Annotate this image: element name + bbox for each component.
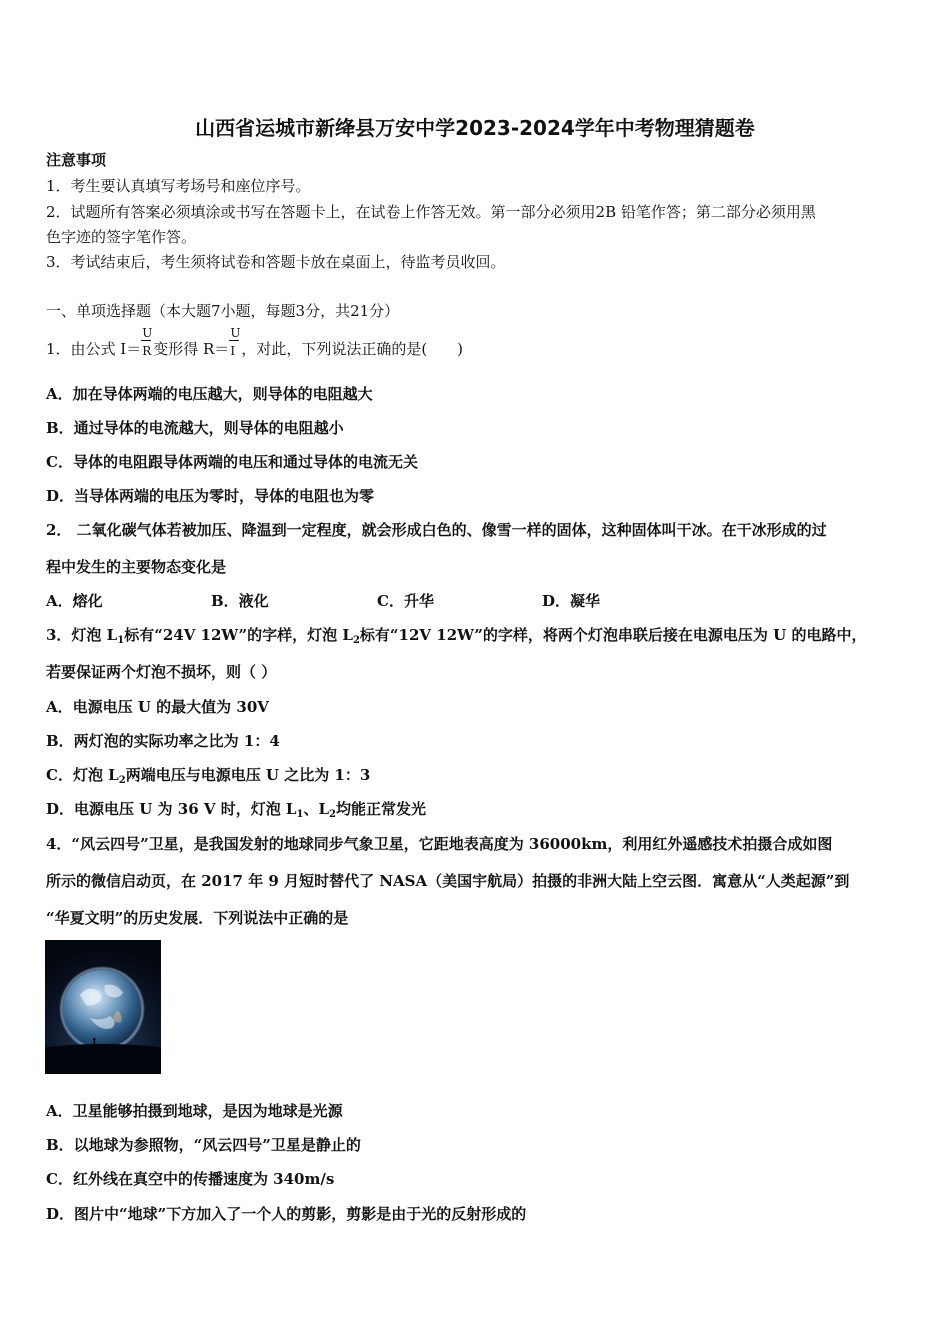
question-4-line-3: “华夏文明”的历史发展．下列说法中正确的是 <box>46 909 349 927</box>
question-3-line-2: 若要保证两个灯泡不损坏，则（ ） <box>46 663 277 681</box>
section-heading: 一、单项选择题（本大题7小题，每题3分，共21分） <box>46 302 400 320</box>
q4-option-c: C．红外线在真空中的传播速度为 340m/s <box>46 1170 335 1188</box>
q1-suffix: ，对此，下列说法正确的是( ) <box>241 340 464 358</box>
q3-option-d: D．电源电压 U 为 36 V 时，灯泡 $L_1$、$L_2$均能正常发光 <box>46 800 426 820</box>
fraction-u-over-r: $\frac{U}{R}$ <box>142 326 153 358</box>
q2-option-a: A．熔化 <box>46 592 103 610</box>
q1-option-c: C．导体的电阻跟导体两端的电压和通过导体的电流无关 <box>46 453 418 471</box>
q1-option-a: A．加在导体两端的电压越大，则导体的电阻越大 <box>46 385 373 403</box>
notice-item-3: 3．考试结束后，考生须将试卷和答题卡放在桌面上，待监考员收回。 <box>46 253 506 271</box>
question-1-stem <box>46 326 464 359</box>
q3-option-c: C．灯泡 $L_2$两端电压与电源电压 U 之比为 1：3 <box>46 766 371 786</box>
question-2-line-1: 2． 二氧化碳气体若被加压、降温到一定程度，就会形成白色的、像雪一样的固体，这种固体叫干冰。在干冰形成的过 <box>46 521 827 539</box>
q2-option-d: D．凝华 <box>542 592 601 610</box>
q3-option-a: A．电源电压 U 的最大值为 30V <box>46 698 269 716</box>
q2-option-b: B．液化 <box>211 592 269 610</box>
notice-item-2-cont: 色字迹的签字笔作答。 <box>46 228 197 246</box>
page-title: 山西省运城市新绛县万安中学2023-2024学年中考物理猜题卷 <box>195 116 755 140</box>
q1-mid: 变形得 R＝ <box>153 340 230 358</box>
question-2-line-2: 程中发生的主要物态变化是 <box>46 558 227 576</box>
q1-option-d: D．当导体两端的电压为零时，导体的电阻也为零 <box>46 487 375 505</box>
notice-heading: 注意事项 <box>46 151 107 169</box>
question-4-line-1: 4．“风云四号”卫星，是我国发射的地球同步气象卫星，它距地表高度为 36000km，利用红外遥感技术拍摄合成如图 <box>46 835 833 853</box>
q4-option-b: B．以地球为参照物，“风云四号”卫星是静止的 <box>46 1136 361 1154</box>
question-4-line-2: 所示的微信启动页，在 2017 年 9 月短时替代了 NASA（美国宇航局）拍摄的非洲大陆上空云图．寓意从“人类起源”到 <box>46 872 850 890</box>
q2-option-c: C．升华 <box>377 592 434 610</box>
earth-image <box>45 940 161 1074</box>
q1-prefix: 1．由公式 I＝ <box>46 340 142 358</box>
notice-item-1: 1．考生要认真填写考场号和座位序号。 <box>46 177 311 195</box>
q4-option-d: D．图片中“地球”下方加入了一个人的剪影，剪影是由于光的反射形成的 <box>46 1205 527 1223</box>
notice-item-2: 2．试题所有答案必须填涂或书写在答题卡上，在试卷上作答无效。第一部分必须用2B 铅笔作答；第二部分必须用黑 <box>46 203 816 221</box>
fraction-u-over-i: $\frac{U}{I}$ <box>230 326 241 358</box>
q3-option-b: B．两灯泡的实际功率之比为 1：4 <box>46 732 280 750</box>
question-3-line-1: 3．灯泡 $L_1$标有“24V 12W”的字样，灯泡 $L_2$标有“12V 12W”的字样，将两个灯泡串联后接在电源电压为 U 的电路中， <box>46 626 867 646</box>
q1-option-b: B．通过导体的电流越大，则导体的电阻越小 <box>46 419 344 437</box>
q4-option-a: A．卫星能够拍摄到地球，是因为地球是光源 <box>46 1102 343 1120</box>
